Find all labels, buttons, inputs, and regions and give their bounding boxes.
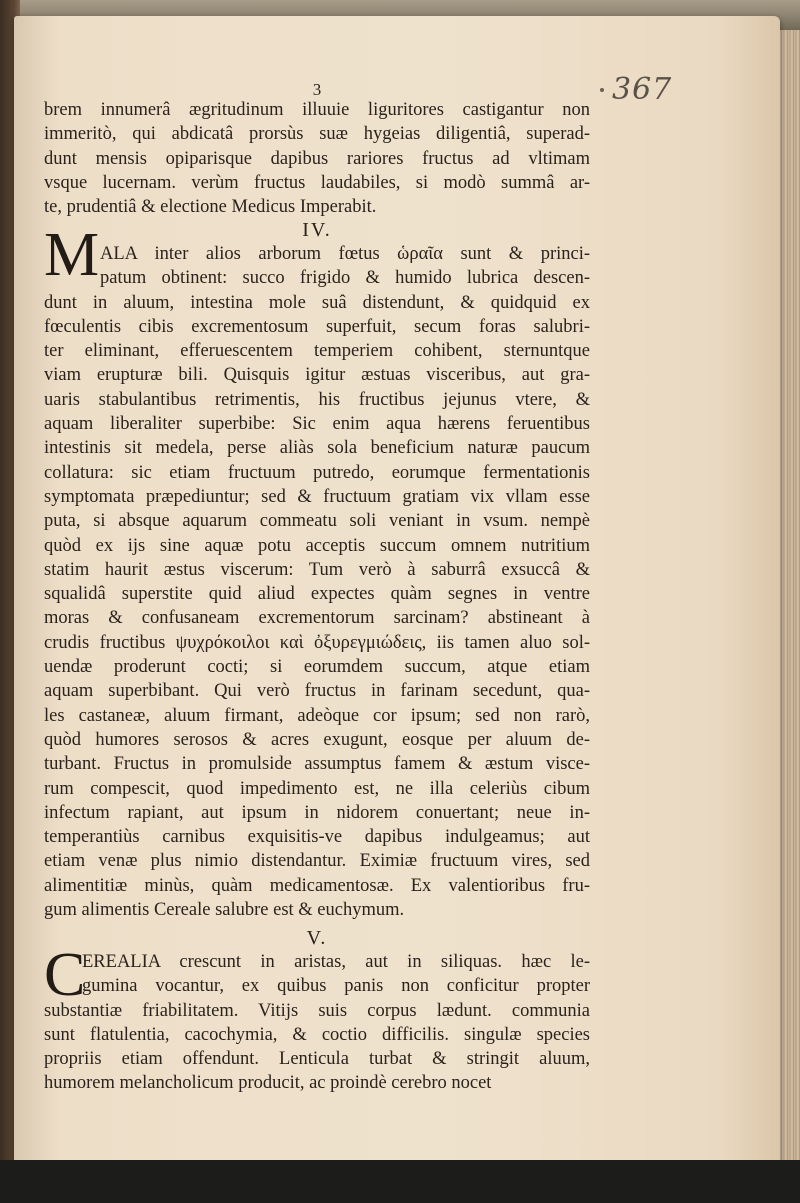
text-line: dunt mensis opiparisque dapibus rariores fructus ad vltimam [44,148,590,169]
text-line: squalidâ superstite quid aliud expectes quàm segnes in ventre [44,584,590,605]
text-line: alimentitiæ minùs, quàm medicamentosæ. Ex valentioribus fru- [44,875,590,896]
text-line: aquam superbibant. Qui verò fructus in farinam secedunt, qua- [44,681,590,702]
text-line: brem innumerâ ægritudinum illuuie liguritores castigantur non [44,100,590,120]
text-line: immeritò, qui abdicatâ prorsùs suæ hygeias diligentiâ, superad- [44,124,590,145]
text-line: crudis fructibus ψυχρόκοιλοι καὶ ὀξυρεγμιώδεις, iis tamen aluo sol- [44,632,590,653]
text-line: intestinis sit medela, perse aliàs sola beneficium naturæ paucum [44,438,590,459]
section-heading-iv: IV. [302,219,332,241]
section-heading-v: V. [306,927,328,949]
text-line: rum compescit, quod impedimento est, ne illa celeriùs cibum [44,778,590,799]
text-line: quòd humores serosos & acres exugunt, eosque per aluum de- [44,729,590,750]
text-line: turbant. Fructus in promulside assumptus famem & æstum visce- [44,754,590,775]
text-line: substantiæ friabilitatem. Vitijs suis corpus lædunt. communia [44,1000,590,1021]
text-line: vsque lucernam. verùm fructus laudabiles, si modò summâ ar- [44,172,590,193]
text-line: collatura: sic etiam fructuum putredo, eorumque fermentationis [44,462,590,483]
text-line: infectum rapiant, aut ipsum in nidorem conuertant; neue in- [44,802,590,823]
text-line: propriis etiam offendunt. Lenticula turbat & stringit aluum, [44,1049,590,1070]
drop-cap-c: C [44,941,86,1009]
folio-number: 367 [612,72,673,107]
text-line: puta, si absque aquarum commeatu soli veniant in vsum. nempè [44,511,590,532]
text-line: aquam liberaliter superbibe: Sic enim aqua hærens feruentibus [44,414,590,435]
text-line: sunt flatulentia, cacochymia, & coctio difficilis. singulæ species [44,1024,590,1045]
text-line: les castaneæ, aluum firmant, adeòque cor ipsum; sed non rarò, [44,705,590,726]
text-line: temperantiùs carnibus exquisitis-ve dapibus indulgeamus; aut [44,827,590,848]
page-signature: 3 [312,80,322,99]
text-line: symptomata præpediuntur; sed & fructuum gratiam vix vllam esse [44,486,590,507]
text-line: moras & confusaneam excrementorum sarcinam? abstineant à [44,608,590,629]
text-line: uendæ proderunt cocti; si eorumdem succum, atque etiam [44,657,590,678]
section-iv-paragraph [44,242,590,922]
text-line: patum obtinent: succo frigido & humido lubrica descen- [100,268,590,289]
text-line: EREALIA crescunt in aristas, aut in siliquas. hæc le- [82,952,590,972]
drop-cap-m: M [44,221,100,289]
section-v-paragraph [44,941,590,1096]
folio-mark [600,88,604,92]
text-line: uaris stabulantibus retrimentis, his fructibus jejunus vtere, & [44,389,590,410]
text-line: viam erupturæ bili. Quisquis igitur æstuas visceribus, aut gra- [44,365,590,386]
intro-paragraph [44,98,590,219]
text-line: statim haurit æstus viscerum: Tum verò à saburrâ exsuccâ & [44,559,590,580]
text-line: etiam venæ plus nimio distendantur. Eximiæ fructuum vires, sed [44,851,590,872]
text-line: ALA inter alios arborum fœtus ὡραῖα sunt & princi- [100,244,590,264]
text-line: humorem melancholicum producit, ac proindè cerebro nocet [44,1073,492,1094]
text-line: fœculentis cibis excrementosum superfuit, secum foras salubri- [44,316,590,337]
text-line: dunt in aluum, intestina mole suâ distendunt, & quidquid ex [44,292,590,313]
text-line: te, prudentiâ & electione Medicus Imperabit. [44,197,377,218]
text-line: ter eliminant, efferuescentem temperiem cohibent, sternuntque [44,341,590,362]
book-bottom-shadow [0,1160,800,1203]
text-line: gum alimentis Cereale salubre est & euchymum. [44,900,405,921]
text-line: gumina vocantur, ex quibus panis non conficitur propter [82,976,590,997]
text-line: quòd ex ijs sine aquæ potu acceptis succum omnem nutritium [44,535,590,556]
